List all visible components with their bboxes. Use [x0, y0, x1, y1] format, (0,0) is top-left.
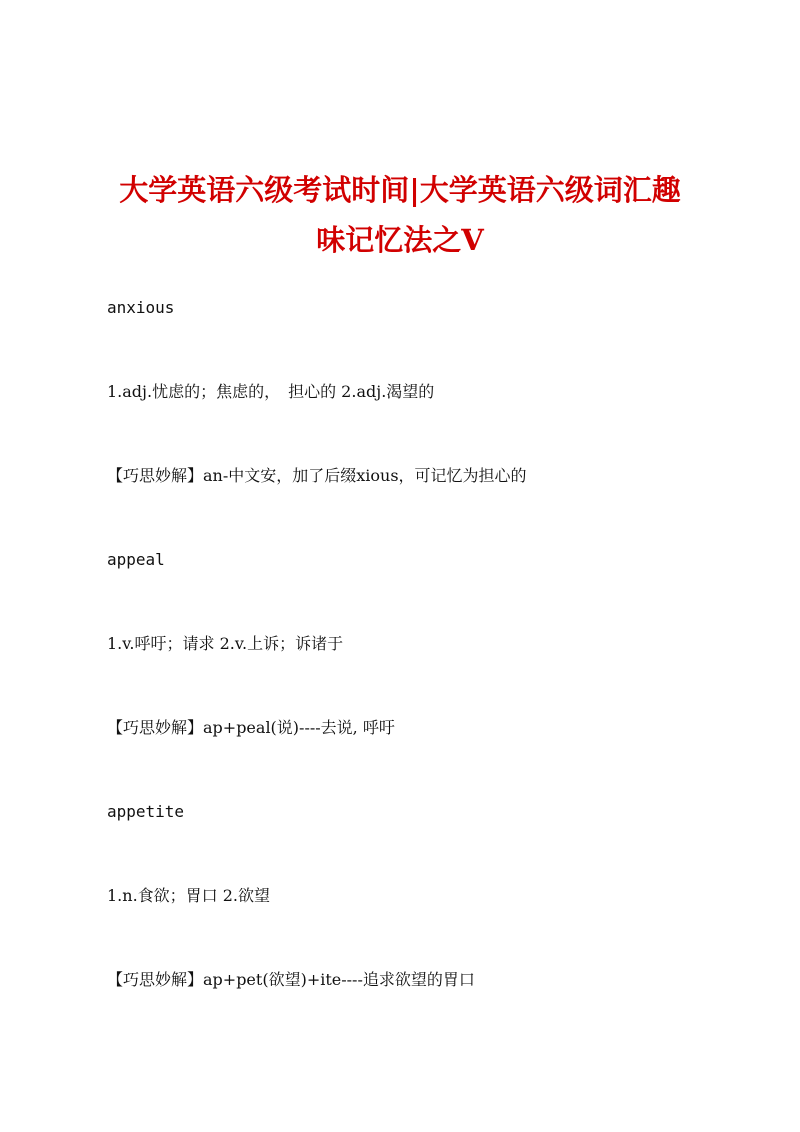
- entry-word-appetite: appetite: [107, 802, 185, 821]
- entry-definition-anxious: 1.adj.忧虑的；焦虑的， 担心的 2.adj.渴望的: [107, 382, 435, 401]
- entry-tip-appetite: 【巧思妙解】ap+pet(欲望)+ite----追求欲望的胃口: [107, 970, 475, 989]
- entry-tip-anxious: 【巧思妙解】an-中文安，加了后缀xious，可记忆为担心的: [107, 466, 527, 485]
- entry-definition-appeal: 1.v.呼吁；请求 2.v.上诉；诉诸于: [107, 634, 344, 653]
- title-line-2: 味记忆法之V: [316, 223, 484, 257]
- document-title: [90, 165, 710, 265]
- entry-tip-appeal: 【巧思妙解】ap+peal(说)----去说, 呼吁: [107, 718, 395, 737]
- entry-definition-appetite: 1.n.食欲；胃口 2.欲望: [107, 886, 271, 905]
- entry-word-appeal: appeal: [107, 550, 165, 569]
- title-line-1: 大学英语六级考试时间|大学英语六级词汇趣: [119, 173, 681, 207]
- entry-word-anxious: anxious: [107, 298, 175, 317]
